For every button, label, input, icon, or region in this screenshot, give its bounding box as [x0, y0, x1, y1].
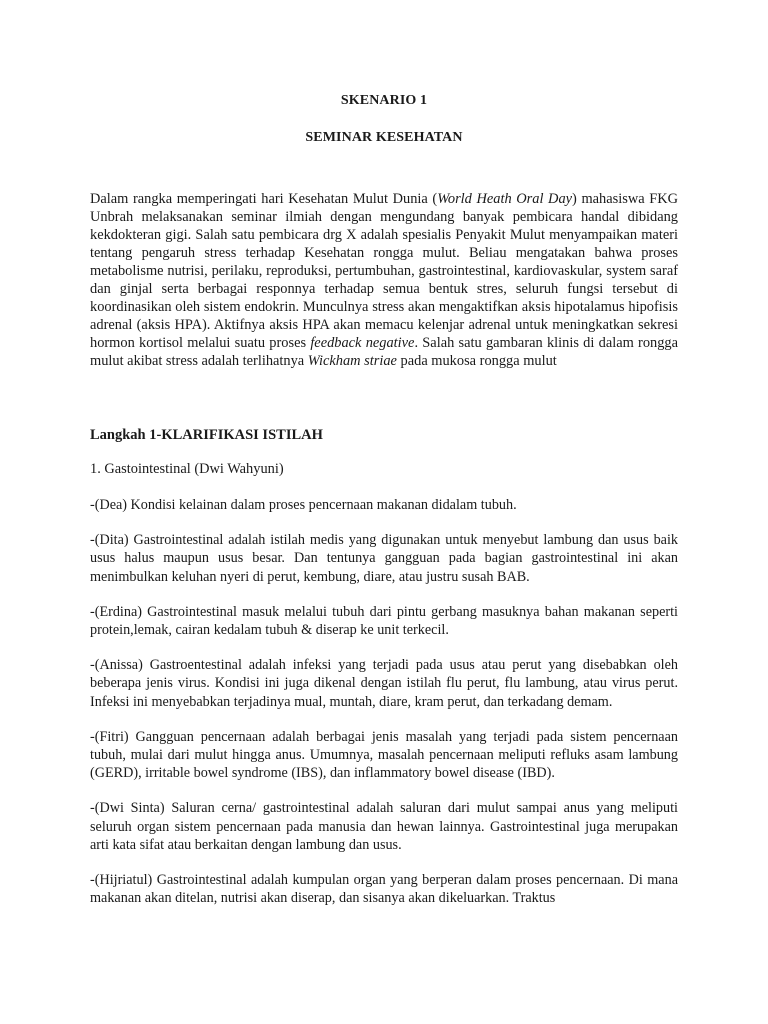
definition-item: -(Dita) Gastrointestinal adalah istilah medis yang digunakan untuk menyebut lambung dan usus baik usus halus maupun usus besar. Dan tentunya gangguan pada bagian gastrointestinal ini akan menimbulkan keluhan nyeri di perut, kembung, diare, atau justru susah BAB. [90, 532, 678, 585]
definition-item: -(Dea) Kondisi kelainan dalam proses pencernaan makanan didalam tubuh. [90, 497, 517, 513]
definition-item: -(Fitri) Gangguan pencernaan adalah berbagai jenis masalah yang terjadi pada sistem pencernaan tubuh, mulai dari mulut hingga anus. Umumnya, masalah pencernaan meliputi refluks asam lambung (GERD), irritable bowel syndrome (IBS), dan inflammatory bowel disease (IBD). [90, 728, 678, 782]
seminar-title: SEMINAR KESEHATAN [305, 130, 463, 145]
definition-item: -(Erdina) Gastrointestinal masuk melalui tubuh dari pintu gerbang masuknya bahan makanan seperti protein,lemak, cairan kedalam tubuh & diserap ke unit terkecil. [90, 603, 678, 639]
scenario-title: SKENARIO 1 [340, 93, 428, 108]
definition-item: -(Anissa) Gastroentestinal adalah infeksi yang terjadi pada usus atau perut yang disebabkan oleh beberapa jenis virus. Kondisi ini juga dikenal dengan istilah flu perut, flu lambung, atau virus perut. Infeksi ini menyebabkan terjadinya mual, muntah, diare, kram perut, dan terkadang demam. [90, 657, 678, 710]
intro-italic-1: World Heath Oral Day [437, 191, 573, 207]
step-heading: Langkah 1-KLARIFIKASI ISTILAH [90, 427, 323, 443]
intro-text-4: pada mukosa rongga mulut [396, 353, 557, 369]
intro-text-3: . Salah satu gambaran klinis di dalam rongga mulut akibat stress adalah terlihatnya [90, 335, 678, 369]
intro-text-1: Dalam rangka memperingati hari Kesehatan Mulut Dunia ( [90, 191, 438, 207]
definition-item: -(Dwi Sinta) Saluran cerna/ gastrointestinal adalah saluran dari mulut sampai anus yang meliputi seluruh organ sistem pencernaan pada manusia dan hewan lainnya. Gastrointestinal juga merupakan arti kata sifat atau berkaitan dengan lambung dan usus. [90, 800, 678, 853]
term-title: 1. Gastointestinal (Dwi Wahyuni) [90, 461, 284, 477]
intro-paragraph [90, 190, 678, 370]
definition-list [90, 496, 678, 907]
intro-text-2: ) mahasiswa FKG Unbrah melaksanakan seminar ilmiah dengan mengundang banyak pembicara handal dibidang kekdokteran gigi. Salah satu pembicara drg X adalah spesialis Penyakit Mulut menyampaikan materi tentang pengaruh stress terhadap Kesehatan rongga mulut. Beliau mengatakan bahwa proses metabolisme nutrisi, perilaku, reproduksi, pertumbuhan, gastrointestinal, kardiovaskular, system saraf dan ginjal serta berbagai responnya terhadap semua bentuk stres, seluruh fungsi tersebut di koordinasikan oleh sistem endokrin. Munculnya stress akan mengaktifkan aksis hipotalamus hipofisis adrenal (aksis HPA). Aktifnya aksis HPA akan memacu kelenjar adrenal untuk meningkatkan sekresi hormon kortisol melalui suatu proses [90, 191, 679, 351]
definition-item: -(Hijriatul) Gastrointestinal adalah kumpulan organ yang berperan dalam proses pencernaan. Di mana makanan akan ditelan, nutrisi akan diserap, dan sisanya akan dikeluarkan. Traktus [90, 872, 678, 907]
intro-italic-3: Wickham striae [307, 353, 397, 369]
intro-italic-2: feedback negative [310, 335, 415, 351]
